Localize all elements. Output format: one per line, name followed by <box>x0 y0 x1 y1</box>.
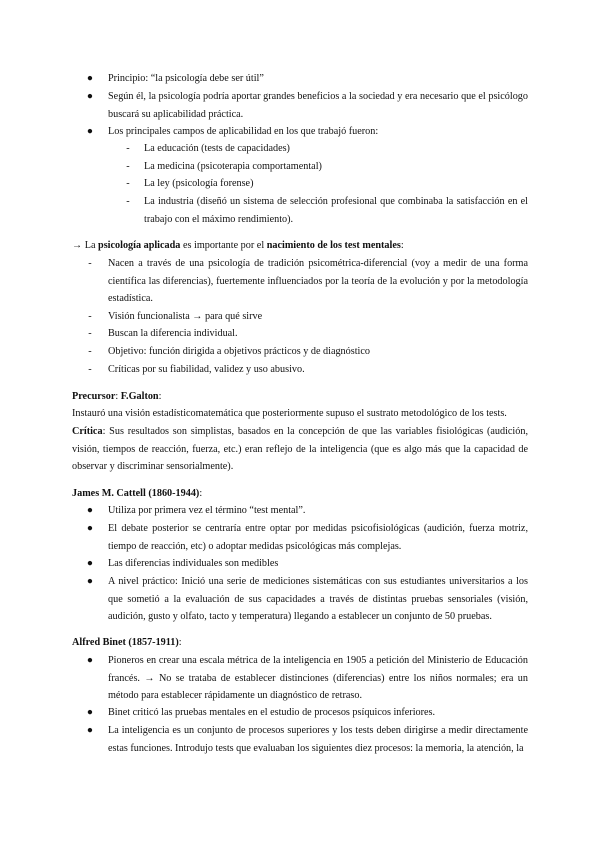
dash-icon: - <box>88 328 92 339</box>
applied-bold-term-2: nacimiento de los test mentales <box>266 240 401 251</box>
dash-icon: - <box>126 161 130 172</box>
applied-item: Críticas por su fiabilidad, validez y uso abusivo. <box>108 364 305 375</box>
binet-item: Binet criticó las pruebas mentales en el estudio de procesos psíquicos inferiores. <box>108 707 436 718</box>
bullet-icon: ● <box>86 576 94 587</box>
bullet-icon: ● <box>86 91 94 102</box>
applied-arrow: → La <box>72 240 96 251</box>
binet-item: La inteligencia es un conjunto de procesos superiores y los tests deben dirigirse a medir directamente estas funciones. Introdujo tests que evaluaban los siguientes diez procesos: la memoria, la atención, la <box>108 725 528 754</box>
cattell-item: A nivel práctico: Inició una serie de mediciones sistemáticas con sus estudiantes universitarios a los que sometió a la evaluación de sus capacidades a través de distintas pruebas sensoriales (visión, audición, gusto y olfato, tacto y temperatura) llegando a establecer un conjunto de 50 pruebas. <box>108 576 528 623</box>
binet-heading <box>72 634 532 652</box>
applied-heading <box>72 237 532 255</box>
bullet-icon: ● <box>86 558 94 569</box>
field-item: La medicina (psicoterapia comportamental) <box>144 161 322 172</box>
precursor-label: Precursor <box>72 391 116 402</box>
dash-icon: - <box>126 196 130 207</box>
applied-colon: : <box>400 240 404 251</box>
bullet-icon: ● <box>86 523 94 534</box>
dash-icon: - <box>88 258 92 269</box>
critica-text: : Sus resultados son simplistas, basados en la concepción de que las variables fisiológicas (audición, visión, tiempos de reacción, fuerza, etc.) eran reflejo de la inteligencia (que es algo más que la capacidad de observar y discriminar sensorialmente). <box>72 426 528 473</box>
precursor-colon: : <box>115 391 119 402</box>
bullet-icon: ● <box>86 73 94 84</box>
field-item: La ley (psicología forense) <box>144 178 254 189</box>
galton-intro-text: Según él, la psicología podría aportar grandes beneficios a la sociedad y era necesario que el psicólogo buscará su aplicabilidad práctica. <box>108 91 528 120</box>
applied-middle-text: es importante por el <box>182 240 265 251</box>
cattell-colon: : <box>199 488 203 499</box>
dash-icon: - <box>126 143 130 154</box>
precursor-text: Instauró una visión estadísticomatemática que posteriormente supuso el sustrato metodológico de los tests. <box>72 408 507 419</box>
applied-item: Buscan la diferencia individual. <box>108 328 238 339</box>
applied-item: Objetivo: función dirigida a objetivos prácticos y de diagnóstico <box>108 346 370 357</box>
cattell-heading <box>72 485 532 503</box>
dash-icon: - <box>88 364 92 375</box>
applied-item: Visión funcionalista → para qué sirve <box>108 311 263 322</box>
applied-item: Nacen a través de una psicología de tradición psicométrica-diferencial (voy a medir de una forma científica las diferencias), fuertemente influenciados por la teoría de la evolución y por la metodología estadística. <box>108 258 528 305</box>
cattell-item: El debate posterior se centraría entre optar por medidas psicofisiológicas (audición, fuerza motriz, tiempo de reacción, etc) o adoptar medidas psicológicas más complejas. <box>108 523 528 552</box>
applied-bold-term: psicología aplicada <box>98 240 181 251</box>
precursor-name: F.Galton <box>120 391 159 402</box>
dash-icon: - <box>88 311 92 322</box>
cattell-item: Las diferencias individuales son medibles <box>108 558 279 569</box>
cattell-item: Utiliza por primera vez el término “test mental”. <box>108 505 306 516</box>
field-item: La educación (tests de capacidades) <box>144 143 290 154</box>
field-item: La industria (diseñó un sistema de selección profesional que combinaba la satisfacción en el trabajo con el máximo rendimiento). <box>144 196 528 225</box>
principle-text: Principio: “la psicología debe ser útil” <box>108 73 264 84</box>
precursor-end: : <box>158 391 162 402</box>
bullet-icon: ● <box>86 505 94 516</box>
binet-title: Alfred Binet (1857-1911) <box>72 637 179 648</box>
binet-colon: : <box>178 637 182 648</box>
bullet-icon: ● <box>86 655 94 666</box>
fields-intro-text: Los principales campos de aplicabilidad en los que trabajó fueron: <box>108 126 379 137</box>
binet-item: Pioneros en crear una escala métrica de la inteligencia en 1905 a petición del Ministerio de Educación francés. → No se trataba de establecer distinciones (diferencias) entre los niños normales; era un método para establecer rápidamente un diagnóstico de retraso. <box>108 655 528 702</box>
critica-paragraph <box>72 423 528 476</box>
dash-icon: - <box>126 178 130 189</box>
bullet-icon: ● <box>86 725 94 736</box>
critica-label: Crítica <box>72 426 103 437</box>
precursor-heading <box>72 388 532 406</box>
bullet-icon: ● <box>86 707 94 718</box>
bullet-icon: ● <box>86 126 94 137</box>
dash-icon: - <box>88 346 92 357</box>
cattell-title: James M. Cattell (1860-1944) <box>72 488 200 499</box>
